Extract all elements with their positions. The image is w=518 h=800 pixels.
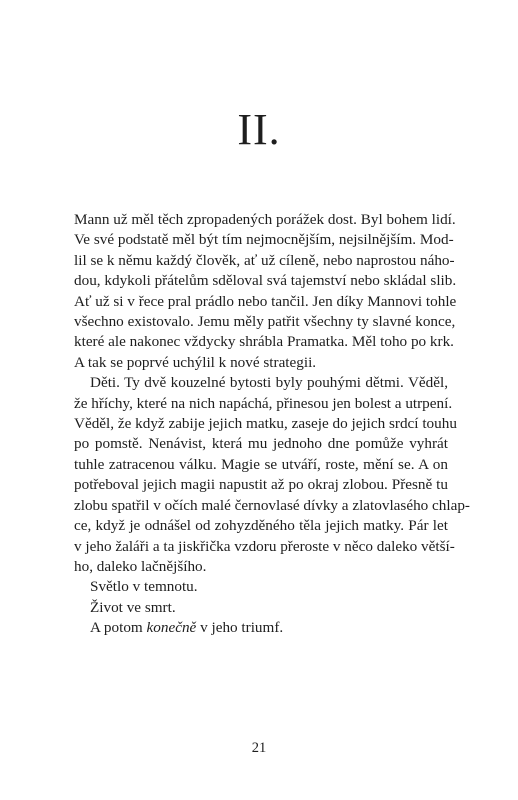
text-line: Světlo v temnotu. — [90, 578, 198, 596]
paragraph-3 — [74, 577, 448, 597]
emphasized-word: konečně — [146, 619, 197, 637]
text-line: lil se k němu každý člověk, ať už cíleně, nebo naprostou náho- — [74, 251, 455, 269]
text-line: dou, kdykoli přátelům sděloval svá tajemství nebo skládal slib. — [74, 272, 457, 290]
paragraph-1 — [74, 210, 457, 373]
text-line: Ve své podstatě měl být tím nejmocnějším, nejsilnějším. Mod- — [74, 231, 454, 249]
text-line: Mann už měl těch zpropadených porážek dost. Byl bohem lidí. — [74, 211, 456, 228]
text-line: Život ve smrt. — [90, 598, 176, 616]
paragraph-5 — [74, 618, 448, 638]
text-line — [74, 618, 448, 638]
chapter-title: II. — [237, 105, 281, 154]
text-line: v jeho žaláři a ta jiskřička vzdoru přeroste v něco daleko větší- — [74, 537, 455, 555]
text-line: že hříchy, které na nich napáchá, přinesou jen bolest a utrpení. — [74, 394, 453, 412]
text-run: v jeho triumf. — [196, 619, 284, 637]
chapter-body — [74, 210, 470, 639]
text-line: všechno existovalo. Jemu měly patřit všechny ty slavné konce, — [74, 313, 456, 331]
text-run: A potom — [90, 619, 147, 637]
text-line: ho, daleko lačnějšího. — [74, 557, 207, 575]
paragraph-2 — [74, 373, 470, 577]
text-line: tuhle zatracenou válku. Magie se utváří, roste, mění se. A on — [74, 455, 448, 473]
text-line: A tak se poprvé uchýlil k nové strategii. — [74, 353, 317, 371]
paragraph-4 — [74, 598, 448, 618]
text-line: zlobu spatřil v očích malé černovlasé dívky a zlatovlasého chlap- — [74, 496, 470, 514]
text-line: potřeboval jejich magii napustit až po okraj zlobou. Přesně tu — [74, 476, 448, 494]
text-line: Děti. Ty dvě kouzelné bytosti byly pouhými dětmi. Věděl, — [90, 374, 448, 392]
text-line: které ale nakonec vždycky shrábla Pramatka. Měl toho po krk. — [74, 333, 454, 351]
page-number: 21 — [251, 740, 267, 756]
text-line: Ať už si v řece pral prádlo nebo tančil. Jen díky Mannovi tohle — [74, 292, 457, 310]
text-line: po pomstě. Nenávist, která mu jednoho dne pomůže vyhrát — [74, 435, 448, 453]
text-line: ce, když je odnášel od zohyzděného těla jejich matky. Pár let — [74, 517, 448, 535]
text-line: Věděl, že když zabije jejich matku, zaseje do jejich srdcí touhu — [74, 415, 457, 433]
